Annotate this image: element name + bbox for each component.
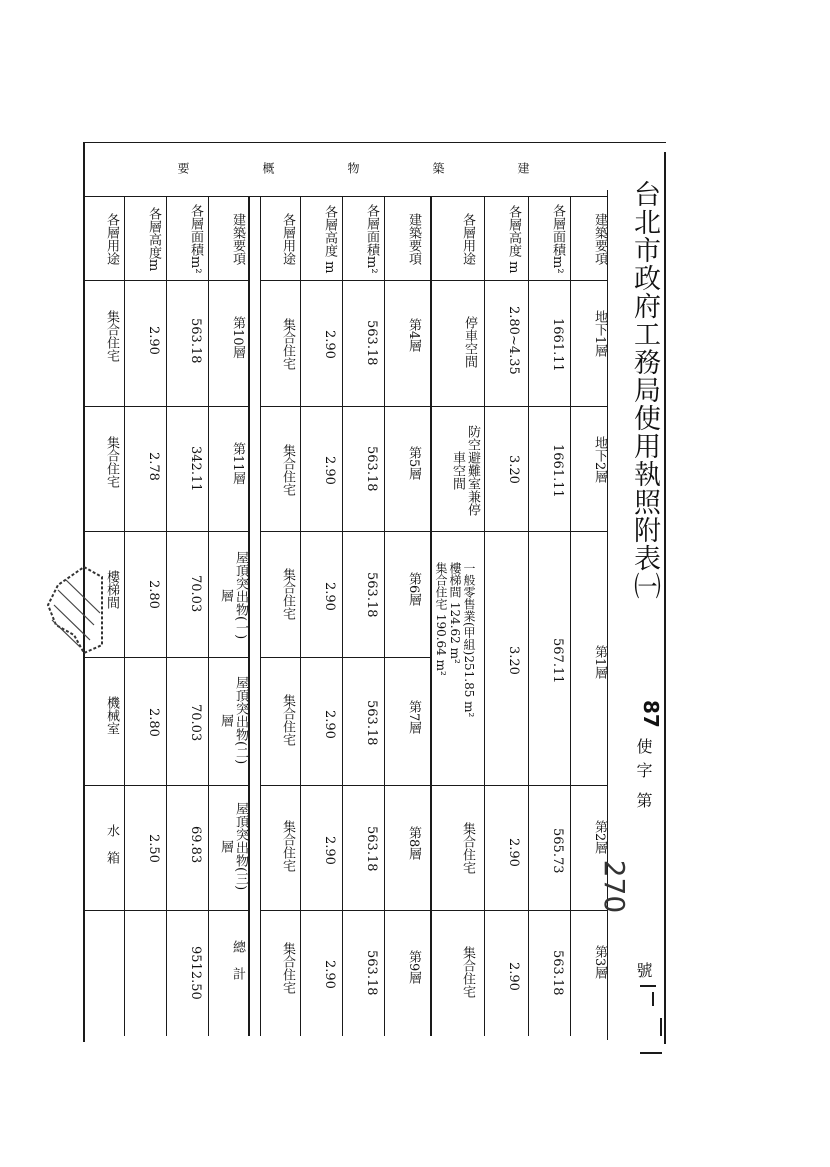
grid-line <box>432 910 608 911</box>
floor-10f: 第10層 <box>230 316 245 359</box>
banner-border <box>83 196 608 197</box>
label-area-b1: 各層面積m² <box>550 204 565 274</box>
area-1f: 567.11 <box>550 638 565 684</box>
floor-rooftop-3: 屋頂突出物(三)層 <box>218 801 248 891</box>
banner-char-3: 物 <box>346 162 360 174</box>
use-rooftop-3: 水箱 <box>104 824 119 878</box>
area-2f: 565.73 <box>550 828 565 874</box>
label-zi: 字 <box>634 762 653 778</box>
height-rooftop-1: 2.80 <box>146 580 161 609</box>
use-1f-line-2: 樓梯間 124.62 m² <box>448 562 462 664</box>
banner-char-5: 要 <box>176 162 190 174</box>
area-rooftop-3: 69.83 <box>188 826 203 864</box>
grid-line <box>85 406 248 407</box>
grid-line <box>260 910 430 911</box>
floor-5f: 第5層 <box>406 446 421 481</box>
permit-number: 270 <box>598 859 632 914</box>
label-di: 第 <box>634 792 653 808</box>
banner-char-4: 概 <box>261 162 275 174</box>
height-rooftop-3: 2.50 <box>146 834 161 863</box>
height-b2: 3.20 <box>506 455 521 484</box>
banner-char-2: 築 <box>431 162 445 174</box>
use-b2: 防空避難室兼停車空間 <box>450 424 480 516</box>
floor-b1: 地下1層 <box>592 310 607 358</box>
use-7f: 集合住宅 <box>280 694 295 746</box>
use-1f-line-3: 集合住宅 190.64 m² <box>434 562 448 676</box>
label-shi: 使 <box>634 738 653 754</box>
area-rooftop-2: 70.03 <box>188 704 203 742</box>
height-6f: 2.90 <box>322 582 337 611</box>
use-2f: 集合住宅 <box>460 822 475 874</box>
height-8f: 2.90 <box>322 836 337 865</box>
band2-border <box>248 196 250 1036</box>
height-b1: 2.80~4.35 <box>506 306 521 375</box>
height-9f: 2.90 <box>322 960 337 989</box>
label-use-b2: 各層用途 <box>280 213 295 265</box>
permit-year: 87 <box>639 700 663 728</box>
grid-line <box>85 910 248 911</box>
area-b2: 1661.11 <box>550 444 565 498</box>
frame-top <box>83 142 666 143</box>
area-rooftop-1: 70.03 <box>188 575 203 613</box>
area-11f: 342.11 <box>188 446 203 492</box>
scan-mark <box>652 992 654 1006</box>
floor-9f: 第9層 <box>406 950 421 985</box>
grid-line <box>85 280 248 281</box>
height-4f: 2.90 <box>322 330 337 359</box>
scan-mark <box>640 985 656 987</box>
floor-8f: 第8層 <box>406 826 421 861</box>
seal-stamp <box>44 565 104 655</box>
use-rooftop-1: 樓梯間 <box>104 570 119 609</box>
floor-rooftop-1: 屋頂突出物(一)層 <box>218 550 248 640</box>
use-1f-line-1: 一般零售業(甲組)251.85 m² <box>462 562 476 718</box>
grid-line <box>260 785 430 786</box>
height-rooftop-2: 2.80 <box>146 708 161 737</box>
floor-rooftop-2: 屋頂突出物(二)層 <box>218 675 248 765</box>
use-6f: 集合住宅 <box>280 568 295 620</box>
use-10f: 集合住宅 <box>104 310 119 362</box>
height-5f: 2.90 <box>322 456 337 485</box>
label-height-b2: 各層高度 m <box>322 204 337 274</box>
use-8f: 集合住宅 <box>280 820 295 872</box>
height-11f: 2.78 <box>146 452 161 481</box>
grid-line <box>85 785 248 786</box>
height-7f: 2.90 <box>322 710 337 739</box>
floor-1f: 第1層 <box>592 645 607 680</box>
total-label: 總計 <box>230 940 245 994</box>
label-item-b1: 建築要項 <box>592 213 607 265</box>
grid-line <box>432 406 608 407</box>
area-8f: 563.18 <box>364 826 379 872</box>
label-area-b2: 各層面積m² <box>364 204 379 274</box>
floor-6f: 第6層 <box>406 572 421 607</box>
grid-line <box>85 531 248 532</box>
area-7f: 563.18 <box>364 700 379 746</box>
area-4f: 563.18 <box>364 320 379 366</box>
height-2f: 2.90 <box>506 838 521 867</box>
grid-line <box>432 280 608 281</box>
use-5f: 集合住宅 <box>280 444 295 496</box>
grid-line <box>260 280 430 281</box>
floor-11f: 第11層 <box>230 442 245 485</box>
label-use-b3: 各層用途 <box>104 213 119 265</box>
grid-line <box>260 657 430 658</box>
floor-3f: 第3層 <box>592 945 607 980</box>
use-9f: 集合住宅 <box>280 942 295 994</box>
floor-b2: 地下2層 <box>592 436 607 484</box>
height-1f: 3.20 <box>506 646 521 675</box>
page-title: 台北市政府工務局使用執照附表㈠ <box>629 180 660 600</box>
banner-char-1: 建 <box>516 162 530 174</box>
floor-4f: 第4層 <box>406 318 421 353</box>
floor-2f: 第2層 <box>592 820 607 855</box>
scan-mark <box>640 1052 662 1054</box>
total-area: 9512.50 <box>188 946 203 1000</box>
label-height-b3: 各層高度m <box>146 206 161 272</box>
height-3f: 2.90 <box>506 962 521 991</box>
scan-mark <box>660 1018 662 1036</box>
label-use-b1: 各層用途 <box>460 213 475 265</box>
grid-line <box>432 531 608 532</box>
label-height-b1: 各層高度 m <box>506 204 521 274</box>
use-b1: 停車空間 <box>462 316 477 368</box>
use-3f: 集合住宅 <box>460 946 475 998</box>
label-item-b3: 建築要項 <box>230 213 245 265</box>
grid-line <box>260 406 430 407</box>
area-5f: 563.18 <box>364 446 379 492</box>
area-b1: 1661.11 <box>550 318 565 372</box>
frame-right <box>664 152 666 1044</box>
area-3f: 563.18 <box>550 950 565 996</box>
area-10f: 563.18 <box>188 318 203 364</box>
floor-7f: 第7層 <box>406 700 421 735</box>
label-area-b3: 各層面積m² <box>188 204 203 274</box>
height-10f: 2.90 <box>146 326 161 355</box>
use-4f: 集合住宅 <box>280 318 295 370</box>
label-item-b2: 建築要項 <box>406 213 421 265</box>
grid-line <box>85 657 248 658</box>
label-hao: 號 <box>634 962 653 978</box>
grid-line <box>260 531 430 532</box>
use-rooftop-2: 機械室 <box>104 696 119 735</box>
use-11f: 集合住宅 <box>104 436 119 488</box>
grid-line <box>432 785 608 786</box>
area-6f: 563.18 <box>364 572 379 618</box>
area-9f: 563.18 <box>364 950 379 996</box>
